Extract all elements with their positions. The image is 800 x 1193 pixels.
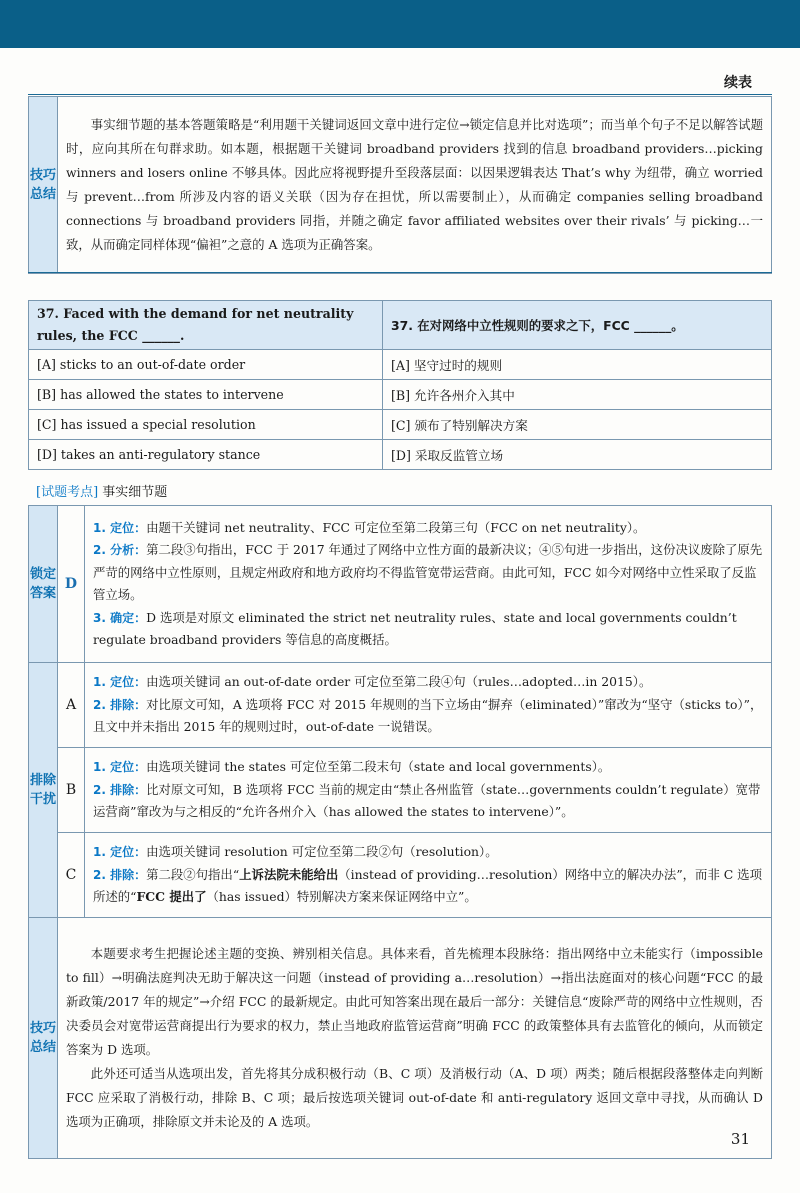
option-a-cn: [A] 坚守过时的规则 xyxy=(383,350,772,380)
question-stem-cn: 37. 在对网络中立性规则的要求之下，FCC ______。 xyxy=(383,301,772,350)
answer-step-locate: 1. 定位：由题干关键词 net neutrality、FCC 可定位至第二段第三句（FCC on net neutrality）。 xyxy=(93,519,646,535)
option-row xyxy=(29,350,772,380)
answer-letter: D xyxy=(58,506,85,663)
tip1-text: 事实细节题的基本答题策略是“利用题干关键词返回文章中进行定位→锁定信息并比对选项”；而当单个句子不足以解答试题时，应向其所在句群求助。如本题，根据题干关键词 broadband providers 找到的信息 broadband providers…picking winners and losers online 不够具体。因此应将视野提升至段落层面：以因果逻辑表达 That’s why 为纽带，确立 worried 与 prevent…from 所涉及内容的语义关联（因为存在担忧，所以需要制止），从而确定 companies selling broadband connections 与 broadband providers 同指，并随之确定 favor affiliated websites over their rivals’ 与 picking…一致，从而确定同样体现“偏袒”之意的 A 选项为正确答案。 xyxy=(66,117,763,252)
answer-step-confirm: 3. 确定：D 选项是对原文 eliminated the strict net neutrality rules、state and local governments couldn’t regulate broadband providers 等信息的高度概括。 xyxy=(93,609,737,647)
test-point-value: 事实细节题 xyxy=(102,485,168,500)
question-table xyxy=(28,300,772,470)
distractor-c-exclude: 2. 排除：第二段②句指出“上诉法院未能给出（instead of providing…resolution）网络中立的解决办法”，而非 C 选项所述的“FCC 提出了（has issued）特别解决方案来保证网络中立”。 xyxy=(93,866,762,905)
tip2-paragraph-2: 此外还可适当从选项出发，首先将其分成积极行动（B、C 项）及消极行动（A、D 项）两类；随后根据段落整体走向判断 FCC 应采取了消极行动，排除 B、C 项；最后按选项关键词 out-of-date 和 anti-regulatory 返回文章中寻找，从而确认 D 选项为正确项，排除原文并未论及的 A 选项。 xyxy=(66,1066,763,1129)
answer-label: 锁定答案 xyxy=(29,506,58,663)
option-c-en: [C] has issued a special resolution xyxy=(29,410,383,440)
tip2-label: 技巧总结 xyxy=(29,918,58,1159)
distractor-a-exclude: 2. 排除：对比原文可知，A 选项将 FCC 对 2015 年规则的当下立场由“摒弃（eliminated）”窜改为“坚守（sticks to）”，且文中并未指出 2015 年的规则过时，out-of-date 一说错误。 xyxy=(93,696,763,735)
distractor-b-exclude: 2. 排除：比对原文可知，B 选项将 FCC 当前的规定由“禁止各州监管（state…governments couldn’t regulate）宽带运营商”窜改为与之相反的“允许各州介入（has allowed the states to intervene）”。 xyxy=(93,781,761,820)
option-d-en: [D] takes an anti-regulatory stance xyxy=(29,440,383,470)
distractor-a-locate: 1. 定位：由选项关键词 an out-of-date order 可定位至第二段④句（rules…adopted…in 2015）。 xyxy=(93,674,652,690)
option-c-cn: [C] 颁布了特别解决方案 xyxy=(383,410,772,440)
analysis-table xyxy=(28,505,772,1159)
option-row xyxy=(29,440,772,470)
test-point xyxy=(36,481,167,500)
header-rule xyxy=(28,94,772,95)
distractor-c-letter: C xyxy=(58,833,85,918)
option-row xyxy=(29,410,772,440)
tip2-paragraph-1: 本题要求考生把握论述主题的变换、辨别相关信息。具体来看，首先梳理本段脉络：指出网络中立未能实行（impossible to fill）→明确法庭判决无助于解决这一问题（instead of providing a…resolution）→指出法庭面对的核心问题“FCC 的最新政策/2017 年的规定”→介绍 FCC 的最新规定。由此可知答案出现在最后一部分：关键信息“废除严苛的网络中立性规则，否决委员会对宽带运营商提出行为要求的权力，禁止当地政府监管运营商”明确 FCC 的政策整体具有去监管化的倾向，从而锁定答案为 D 选项。 xyxy=(66,946,763,1057)
tip1-label: 技巧总结 xyxy=(29,97,58,274)
distractor-c-locate: 1. 定位：由选项关键词 resolution 可定位至第二段②句（resolution）。 xyxy=(93,844,498,860)
option-a-en: [A] sticks to an out-of-date order xyxy=(29,350,383,380)
distractor-b-letter: B xyxy=(58,748,85,833)
answer-step-analyze: 2. 分析：第二段③句指出，FCC 于 2017 年通过了网络中立性方面的最新决议；④⑤句进一步指出，这份决议废除了原先严苛的网络中立性原则，且规定州政府和地方政府均不得监管宽带运营商。由此可知，FCC 如今对网络中立性采取了反监管立场。 xyxy=(93,542,763,602)
distractor-label: 排除干扰 xyxy=(29,663,58,918)
tip1-box xyxy=(28,96,772,274)
continued-label: 续表 xyxy=(724,75,752,91)
option-d-cn: [D] 采取反监管立场 xyxy=(383,440,772,470)
option-b-cn: [B] 允许各州介入其中 xyxy=(383,380,772,410)
page-number: 31 xyxy=(730,1130,750,1148)
distractor-a-letter: A xyxy=(58,663,85,748)
distractor-b-locate: 1. 定位：由选项关键词 the states 可定位至第二段末句（state and local governments）。 xyxy=(93,759,611,775)
test-point-label: [试题考点] xyxy=(36,485,99,500)
option-b-en: [B] has allowed the states to intervene xyxy=(29,380,383,410)
option-row xyxy=(29,380,772,410)
question-stem-en: 37. Faced with the demand for net neutrality rules, the FCC ______. xyxy=(29,301,383,350)
section-rule xyxy=(28,272,772,273)
top-banner xyxy=(0,0,800,48)
